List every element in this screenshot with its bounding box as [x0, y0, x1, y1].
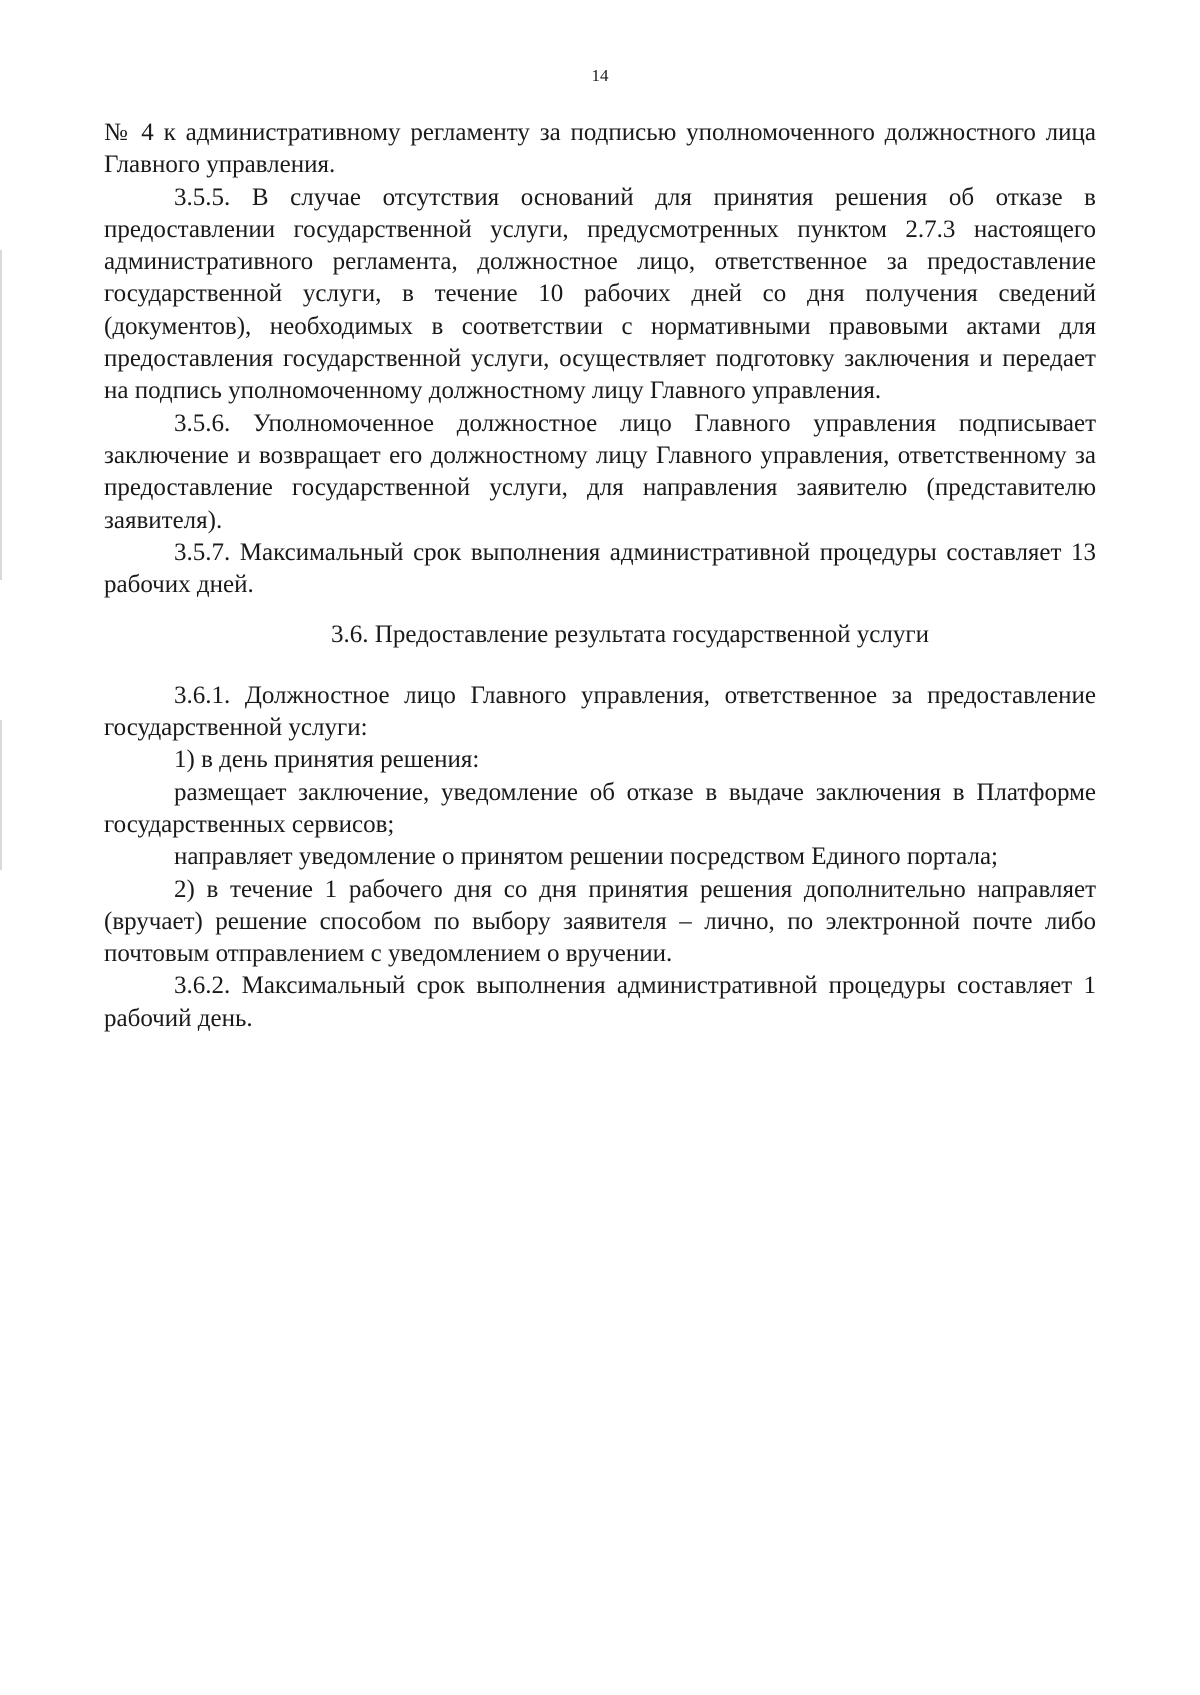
list-subitem-notification: направляет уведомление о принятом решении посредством Единого портала; — [174, 843, 998, 871]
section-heading-3-6: 3.6. Предоставление результата государственной услуги — [331, 621, 929, 649]
list-item-1: 1) в день принятия решения: — [174, 746, 480, 774]
paragraph-3-5-5: 3.5.5. В случае отсутствия оснований для принятия решения об отказе в предоставлении государственной услуги, предусмотренных пунктом 2.7.3 настоящего административного регламента, должностное лицо, ответственное за предоставление государственной услуги, в течение 10 рабочих дней со дня получения сведений (документов), необходимых в соответствии с нормативными правовыми актами для предоставления государственной услуги, осуществляет подготовку заключения и передает на подпись уполномоченному должностному лицу Главного управления. — [104, 183, 1096, 405]
paragraph-3-6-2: 3.6.2. Максимальный срок выполнения административной процедуры составляет 1 рабочий день. — [104, 972, 1096, 1032]
paragraph-3-5-7: 3.5.7. Максимальный срок выполнения административной процедуры составляет 13 рабочих дней. — [104, 538, 1096, 599]
paragraph-3-5-6: 3.5.6. Уполномоченное должностное лицо Главного управления подписывает заключение и возвращает его должностному лицу Главного управления, ответственному за предоставление государственной услуги, для направления заявителю (представителю заявителя). — [104, 409, 1096, 534]
paragraph-continuation: № 4 к административному регламенту за подписью уполномоченного должностного лица Главного управления. — [104, 119, 1096, 179]
paragraph-3-6-1: 3.6.1. Должностное лицо Главного управления, ответственное за предоставление государственной услуги: — [104, 681, 1096, 742]
scan-edge-mark — [0, 720, 2, 870]
document-body — [104, 117, 1096, 1035]
list-subitem-placement: размещает заключение, уведомление об отказе в выдаче заключения в Платформе государственных сервисов; — [104, 778, 1096, 838]
scan-edge-mark — [0, 250, 2, 580]
page-number: 14 — [591, 66, 609, 85]
list-item-2: 2) в течение 1 рабочего дня со дня принятия решения дополнительно направляет (вручает) решение способом по выбору заявителя – лично, по электронной почте либо почтовым отправлением с уведомлением о вручении. — [104, 875, 1096, 968]
